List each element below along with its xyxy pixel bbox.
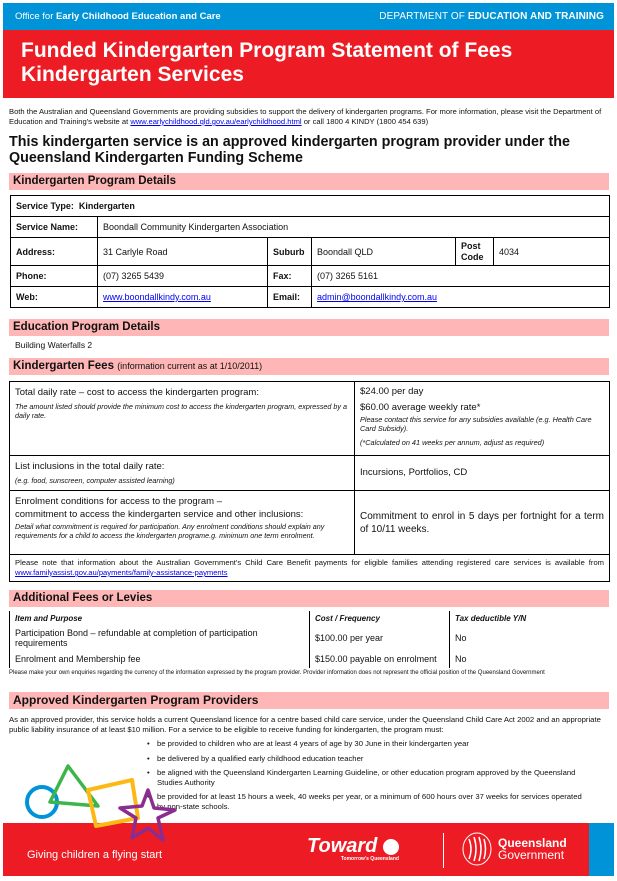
calculation-footnote: (*Calculated on 41 weeks per annum, adjust as required) <box>360 438 545 447</box>
additional-fees-table <box>9 611 610 668</box>
section-additional-fees: Additional Fees or Levies <box>9 590 609 607</box>
toward-q-logo: Toward Tomorrow's Queensland <box>307 835 399 862</box>
suburb-value: Boondall QLD <box>312 238 456 266</box>
website-link[interactable]: www.boondallkindy.com.au <box>103 292 211 302</box>
slogan: Giving children a flying start <box>27 849 163 861</box>
list-item: • be provided to children who are at least 4 years of age by 30 June in their kindergarten year <box>145 739 585 749</box>
email-link[interactable]: admin@boondallkindy.com.au <box>317 292 438 302</box>
enrolment-value: Commitment to enrol in 5 days per fortnight for a term of 10/11 weeks. <box>355 491 610 555</box>
office-label: Office for Early Childhood Education and Care <box>15 11 221 22</box>
family-assist-link[interactable]: www.familyassist.gov.au/payments/family-assistance-payments <box>15 568 228 577</box>
fee-cost: $100.00 per year <box>310 626 450 650</box>
email-cell <box>312 287 610 308</box>
web-cell <box>98 287 268 308</box>
fees-table <box>9 381 610 582</box>
top-bar <box>3 3 614 30</box>
enrolment-label-line1: Enrolment conditions for access to the program – <box>15 496 222 507</box>
fee-item: Enrolment and Membership fee <box>10 650 310 668</box>
address-value: 31 Carlyle Road <box>98 238 268 266</box>
list-item: • be aligned with the Queensland Kindergarten Learning Guideline, or other education program approved by the Queensland Studies Authority <box>145 768 585 787</box>
email-label: Email: <box>268 287 312 308</box>
ccb-note: Please note that information about the Australian Government's Child Care Benefit payments for eligible families attending registered care services is available from www.familyassist.gov.au/payments/family-assistance-payments <box>10 555 610 582</box>
list-item: • be delivered by a qualified early childhood education teacher <box>145 754 585 764</box>
table-row <box>10 650 610 668</box>
weekly-rate-value: $60.00 average weekly rate* <box>360 402 481 413</box>
section-program-details: Kindergarten Program Details <box>9 173 609 190</box>
queensland-crest-icon <box>461 831 493 867</box>
q-circle-icon <box>383 839 399 855</box>
approved-providers-text: As an approved provider, this service holds a current Queensland licence for a centre based child care service, under the Queensland Child Care Act 2002 and an appropriate public liability insurance of at least $10 million. For a service to be eligible to receive funding for kindergarten, the program must: <box>9 715 601 734</box>
service-name-value: Boondall Community Kindergarten Association <box>98 217 610 238</box>
logo-divider <box>443 833 444 868</box>
disclaimer: Please make your own enquiries regarding the currency of the information expressed by the program provider. Provider information does not represent the official position of the Queensland Government <box>9 670 545 676</box>
section-education-program: Education Program Details <box>9 319 609 336</box>
fax-value: (07) 3265 5161 <box>312 266 610 287</box>
inclusions-note: (e.g. food, sunscreen, computer assisted learning) <box>15 476 175 485</box>
fee-tax: No <box>455 654 467 664</box>
service-name-label: Service Name: <box>11 217 98 238</box>
requirements-list <box>145 739 585 816</box>
service-type-row: Service Type: Kindergarten <box>11 196 610 217</box>
program-details-table <box>10 195 610 308</box>
fee-item: Participation Bond – refundable at completion of participation requirements <box>10 626 310 650</box>
footer-blue-strip <box>589 823 614 876</box>
enrolment-label-line2: commitment to access the kindergarten service and other inclusions: <box>15 509 304 520</box>
section-approved-providers: Approved Kindergarten Program Providers <box>9 692 609 709</box>
page-title: Funded Kindergarten Program Statement of Fees Kindergarten Services <box>21 39 513 86</box>
section-kindergarten-fees: Kindergarten Fees (information current as at 1/10/2011) <box>9 358 609 375</box>
table-row <box>10 626 610 650</box>
address-label: Address: <box>11 238 98 266</box>
col-tax-deductible: Tax deductible Y/N <box>455 614 527 623</box>
enrolment-note: Detail what commitment is required for participation. Any enrolment conditions should explain any requirements for a child to access the kindergarten programe.g. minimum one term enrolment. <box>15 522 325 540</box>
col-cost-frequency: Cost / Frequency <box>310 611 450 626</box>
postcode-value: 4034 <box>494 238 610 266</box>
education-program-value: Building Waterfalls 2 <box>15 340 93 350</box>
daily-rate-label-cell <box>10 382 355 456</box>
fee-cost: $150.00 payable on enrolment <box>310 650 450 668</box>
postcode-label: Post Code <box>456 238 494 266</box>
inclusions-label-cell <box>10 456 355 491</box>
inclusions-value: Incursions, Portfolios, CD <box>355 456 610 491</box>
list-item: • be provided for at least 15 hours a week, 40 weeks per year, or a minimum of 600 hours over 37 weeks for services operated by non-state schools. <box>145 792 585 811</box>
fee-tax: No <box>455 633 467 643</box>
daily-rate-label: Total daily rate – cost to access the kindergarten program: <box>15 387 259 398</box>
early-childhood-link[interactable]: www.earlychildhood.qld.gov.au/earlychildhood.html <box>130 117 302 126</box>
daily-rate-note: The amount listed should provide the minimum cost to access the kindergarten program, expressed by a daily rate. <box>15 402 347 420</box>
approved-heading: This kindergarten service is an approved kindergarten program provider under the Queensland Kindergarten Funding Scheme <box>9 134 570 166</box>
intro-paragraph: Both the Australian and Queensland Governments are providing subsidies to support the delivery of kindergarten programs. For more information, please visit the Department of Education and Training's website at www.earlychildhood.qld.gov.au/earlychildhood.html or call 1800 4 KINDY (1800 454 639) <box>9 107 602 126</box>
inclusions-label: List inclusions in the total daily rate: <box>15 461 165 472</box>
queensland-government-logo: Queensland Government <box>498 836 567 862</box>
title-banner <box>3 30 614 98</box>
daily-rate-value: $24.00 per day <box>360 386 424 397</box>
star-shape-icon <box>120 790 175 840</box>
department-label: DEPARTMENT OF EDUCATION AND TRAINING <box>379 11 604 22</box>
phone-value: (07) 3265 5439 <box>98 266 268 287</box>
fax-label: Fax: <box>268 266 312 287</box>
phone-label: Phone: <box>11 266 98 287</box>
subsidy-note: Please contact this service for any subsidies available (e.g. Health Care Card Subsidy). <box>360 415 592 433</box>
suburb-label: Suburb <box>268 238 312 266</box>
web-label: Web: <box>11 287 98 308</box>
enrolment-label-cell <box>10 491 355 555</box>
daily-rate-value-cell <box>355 382 610 456</box>
col-item-purpose: Item and Purpose <box>10 611 310 626</box>
kindergarten-shapes-graphic <box>20 760 180 845</box>
